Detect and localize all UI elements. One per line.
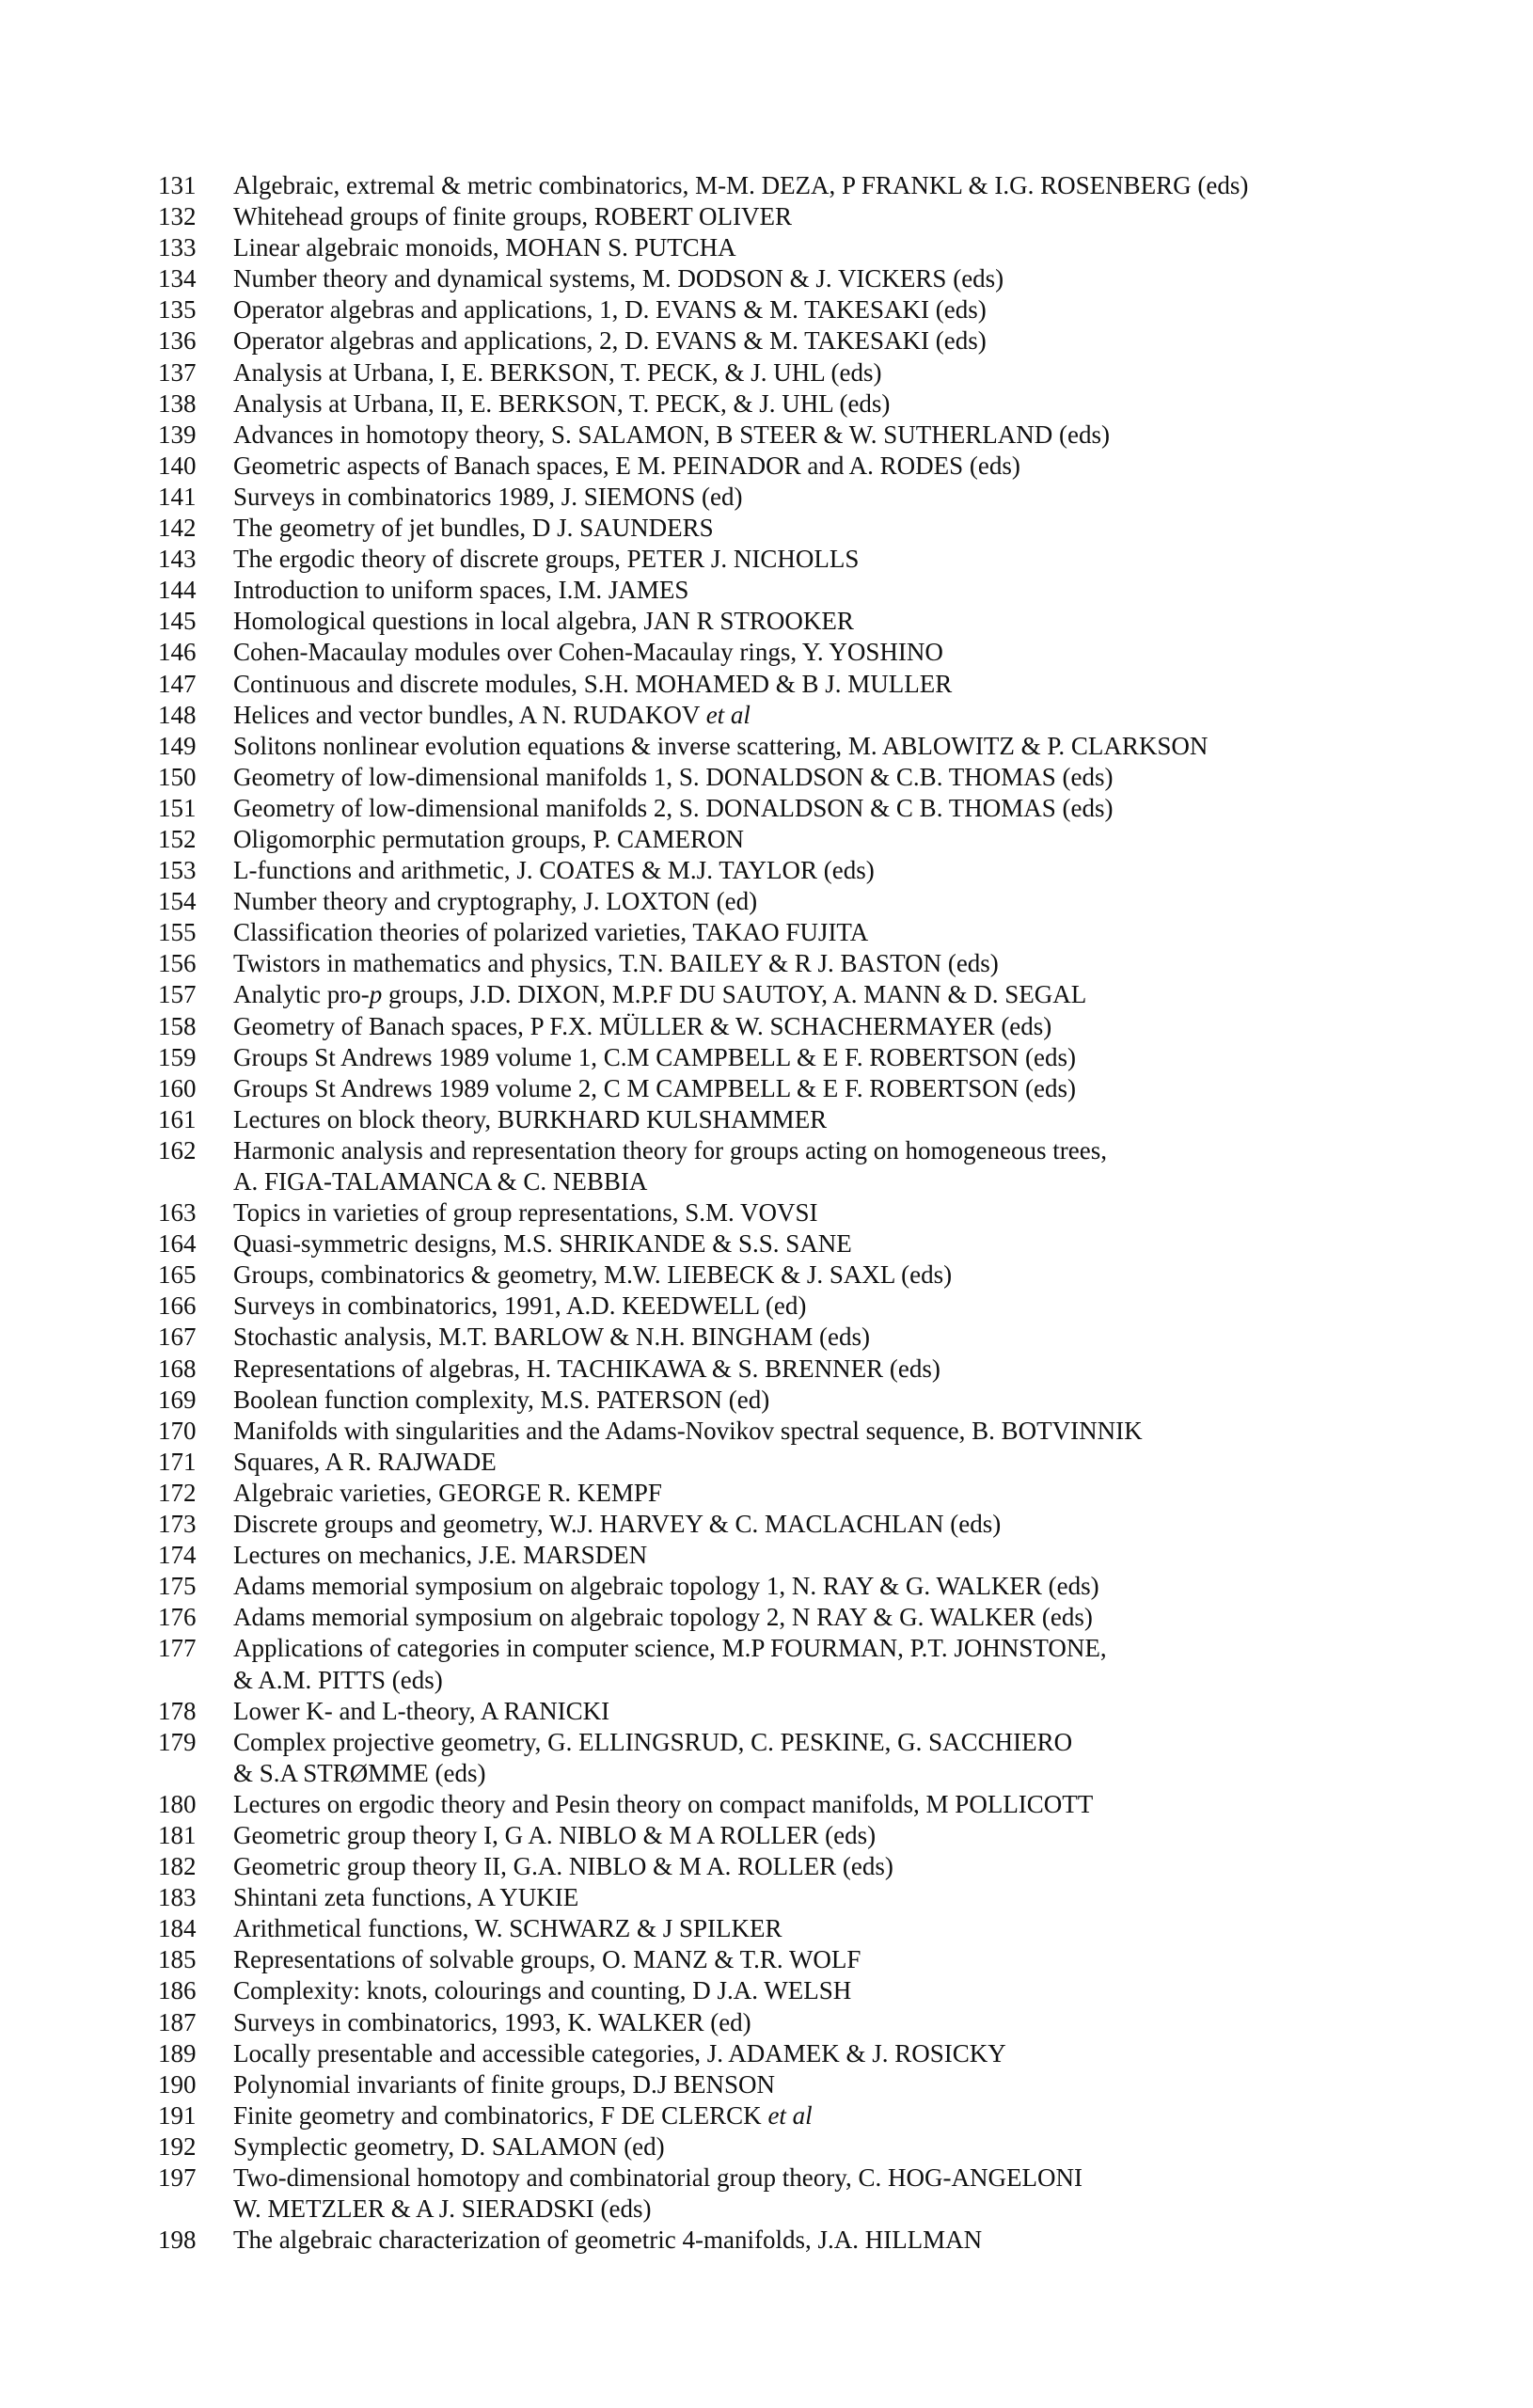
list-item — [158, 1571, 1399, 1602]
entry-text — [233, 979, 1399, 1010]
entry-text — [233, 2069, 1399, 2100]
entry-text — [233, 1291, 1399, 1322]
entry-line: Groups St Andrews 1989 volume 2, C M CAMPBELL & E F. ROBERTSON (eds) — [233, 1073, 1076, 1102]
entry-number: 131 — [158, 171, 197, 199]
entry-line: Geometry of Banach spaces, P F.X. MÜLLER & W. SCHACHERMAYER (eds) — [233, 1011, 1052, 1040]
entry-text — [233, 544, 1399, 575]
entry-number: 153 — [158, 856, 197, 885]
list-item — [158, 357, 1399, 388]
entry-line: Representations of solvable groups, O. MANZ & T.R. WOLF — [233, 1945, 861, 1974]
entry-line: Analysis at Urbana, I, E. BERKSON, T. PECK, & J. UHL (eds) — [233, 357, 882, 387]
entry-number: 155 — [158, 918, 197, 947]
entry-number: 183 — [158, 1883, 197, 1912]
entry-text — [233, 886, 1399, 917]
entry-number: 197 — [158, 2163, 197, 2192]
entry-line: L-functions and arithmetic, J. COATES & M.J. TAYLOR (eds) — [233, 856, 875, 885]
entry-number: 172 — [158, 1478, 197, 1507]
list-item — [158, 1322, 1399, 1353]
entry-number: 141 — [158, 482, 197, 511]
entry-line: Algebraic, extremal & metric combinatorics, M-M. DEZA, P FRANKL & I.G. ROSENBERG (eds) — [233, 171, 1249, 199]
entry-text — [233, 917, 1399, 948]
entry-line: The geometry of jet bundles, D J. SAUNDERS — [233, 514, 714, 543]
entry-text — [233, 1416, 1399, 1447]
entry-text — [233, 669, 1399, 700]
entry-text — [233, 1696, 1399, 1727]
entry-line: Representations of algebras, H. TACHIKAWA & S. BRENNER (eds) — [233, 1354, 940, 1383]
entry-text — [233, 1789, 1399, 1820]
entry-number: 186 — [158, 1976, 197, 2005]
entry-text — [233, 2007, 1399, 2038]
entry-text — [233, 1509, 1399, 1540]
entry-text — [233, 1633, 1399, 1695]
entry-text — [233, 1228, 1399, 1259]
entry-line: Geometric aspects of Banach spaces, E M. PEINADOR and A. RODES (eds) — [233, 451, 1020, 480]
entry-number: 158 — [158, 1011, 197, 1040]
list-item — [158, 1011, 1399, 1042]
entry-line: The ergodic theory of discrete groups, PETER J. NICHOLLS — [233, 545, 860, 574]
entry-line: Classification theories of polarized varieties, TAKAO FUJITA — [233, 918, 869, 947]
entry-line: Algebraic varieties, GEORGE R. KEMPF — [233, 1478, 662, 1507]
entry-number: 190 — [158, 2069, 197, 2099]
entry-text — [233, 513, 1399, 544]
entry-number: 140 — [158, 451, 197, 480]
entry-number: 160 — [158, 1073, 197, 1102]
entry-line: Surveys in combinatorics, 1993, K. WALKER (ed) — [233, 2007, 751, 2036]
entry-line: Squares, A R. RAJWADE — [233, 1447, 497, 1476]
list-item — [158, 2038, 1399, 2069]
entry-number: 134 — [158, 264, 197, 293]
entry-number: 165 — [158, 1260, 197, 1290]
entry-line: Quasi-symmetric designs, M.S. SHRIKANDE & S.S. SANE — [233, 1229, 852, 1259]
entry-text — [233, 170, 1399, 201]
entry-number: 185 — [158, 1945, 197, 1974]
entry-text — [233, 2100, 1399, 2131]
list-item — [158, 2007, 1399, 2038]
entry-line: Cohen-Macaulay modules over Cohen-Macaulay rings, Y. YOSHINO — [233, 638, 943, 667]
entry-text — [233, 2038, 1399, 2069]
entry-line: Discrete groups and geometry, W.J. HARVEY & C. MACLACHLAN (eds) — [233, 1510, 1002, 1539]
entry-line: Introduction to uniform spaces, I.M. JAMES — [233, 576, 689, 605]
list-item — [158, 606, 1399, 637]
entry-number: 163 — [158, 1198, 197, 1228]
list-item — [158, 1042, 1399, 1073]
entry-text — [233, 1104, 1399, 1135]
list-item — [158, 263, 1399, 294]
entry-number: 168 — [158, 1354, 197, 1383]
entry-text — [233, 294, 1399, 325]
entry-number: 138 — [158, 388, 197, 418]
entry-line: Linear algebraic monoids, MOHAN S. PUTCHA — [233, 233, 736, 262]
entry-number: 143 — [158, 545, 197, 574]
entry-line: Oligomorphic permutation groups, P. CAMERON — [233, 824, 744, 853]
entry-line: Geometry of low-dimensional manifolds 1, S. DONALDSON & C.B. THOMAS (eds) — [233, 762, 1114, 791]
entry-text — [233, 2162, 1399, 2225]
entry-line: Lectures on block theory, BURKHARD KULSHAMMER — [233, 1104, 828, 1133]
entry-line: Geometry of low-dimensional manifolds 2, S. DONALDSON & C B. THOMAS (eds) — [233, 793, 1114, 822]
entry-line: Analytic pro-p groups, J.D. DIXON, M.P.F DU SAUTOY, A. MANN & D. SEGAL — [233, 980, 1087, 1009]
entry-number: 198 — [158, 2226, 197, 2255]
list-item — [158, 388, 1399, 420]
entry-text — [233, 1011, 1399, 1042]
entry-number: 151 — [158, 793, 197, 822]
entry-text — [233, 482, 1399, 513]
entry-text — [233, 2225, 1399, 2256]
list-item — [158, 1696, 1399, 1727]
list-item — [158, 2225, 1399, 2256]
entry-line: Operator algebras and applications, 1, D. EVANS & M. TAKESAKI (eds) — [233, 295, 987, 325]
entry-number: 176 — [158, 1603, 197, 1632]
list-item — [158, 2069, 1399, 2100]
list-item — [158, 1633, 1399, 1695]
entry-text — [233, 1322, 1399, 1353]
entry-number: 187 — [158, 2007, 197, 2036]
entry-text — [233, 948, 1399, 979]
entry-text — [233, 1073, 1399, 1104]
entry-number: 174 — [158, 1541, 197, 1570]
list-item — [158, 1975, 1399, 2006]
entry-number: 166 — [158, 1291, 197, 1321]
list-item — [158, 201, 1399, 232]
entry-line: Helices and vector bundles, A N. RUDAKOV et al — [233, 700, 751, 729]
entry-text — [233, 1447, 1399, 1478]
entry-line: Geometric group theory II, G.A. NIBLO & M A. ROLLER (eds) — [233, 1852, 893, 1881]
entry-line: Solitons nonlinear evolution equations & inverse scattering, M. ABLOWITZ & P. CLARKSON — [233, 731, 1209, 760]
entry-text — [233, 325, 1399, 356]
list-item — [158, 513, 1399, 544]
entry-text — [233, 1975, 1399, 2006]
entry-line: Two-dimensional homotopy and combinatorial group theory, C. HOG-ANGELONI — [233, 2163, 1083, 2192]
list-item — [158, 1135, 1399, 1197]
list-item — [158, 1073, 1399, 1104]
entry-number: 152 — [158, 824, 197, 853]
list-item — [158, 451, 1399, 482]
entry-text — [233, 1540, 1399, 1571]
entry-line: Groups, combinatorics & geometry, M.W. LIEBECK & J. SAXL (eds) — [233, 1260, 953, 1290]
entry-number: 169 — [158, 1385, 197, 1414]
entry-number: 148 — [158, 700, 197, 729]
entry-text — [233, 575, 1399, 606]
entry-number: 145 — [158, 607, 197, 636]
entry-line: Lectures on mechanics, J.E. MARSDEN — [233, 1541, 648, 1570]
list-item — [158, 917, 1399, 948]
entry-line: Lectures on ergodic theory and Pesin theory on compact manifolds, M POLLICOTT — [233, 1789, 1094, 1818]
entry-text — [233, 1385, 1399, 1416]
entry-text — [233, 201, 1399, 232]
entry-number: 156 — [158, 949, 197, 978]
entry-text — [233, 793, 1399, 824]
list-item — [158, 1540, 1399, 1571]
entry-line: The algebraic characterization of geometric 4-manifolds, J.A. HILLMAN — [233, 2226, 983, 2255]
list-item — [158, 1602, 1399, 1633]
entry-number: 154 — [158, 887, 197, 916]
entry-text — [233, 1727, 1399, 1789]
list-item — [158, 1197, 1399, 1228]
list-item — [158, 2131, 1399, 2162]
entry-text — [233, 1602, 1399, 1633]
entry-line: Operator algebras and applications, 2, D. EVANS & M. TAKESAKI (eds) — [233, 326, 987, 356]
entry-line: Adams memorial symposium on algebraic topology 1, N. RAY & G. WALKER (eds) — [233, 1572, 1099, 1601]
list-item — [158, 1416, 1399, 1447]
entry-text — [233, 2131, 1399, 2162]
entry-line: Finite geometry and combinatorics, F DE CLERCK et al — [233, 2100, 813, 2130]
list-item — [158, 1447, 1399, 1478]
list-item — [158, 2100, 1399, 2131]
list-item — [158, 1851, 1399, 1882]
entry-number: 142 — [158, 514, 197, 543]
entry-number: 135 — [158, 295, 197, 325]
entry-text — [233, 1042, 1399, 1073]
list-item — [158, 232, 1399, 263]
entry-line: Number theory and dynamical systems, M. DODSON & J. VICKERS (eds) — [233, 264, 1004, 293]
entry-number: 178 — [158, 1696, 197, 1725]
entry-number: 170 — [158, 1416, 197, 1445]
series-list — [158, 170, 1399, 2256]
entry-number: 181 — [158, 1820, 197, 1849]
entry-line: Continuous and discrete modules, S.H. MOHAMED & B J. MULLER — [233, 669, 953, 698]
list-item — [158, 1478, 1399, 1509]
list-item — [158, 420, 1399, 451]
entry-number: 180 — [158, 1789, 197, 1818]
entry-text — [233, 1478, 1399, 1509]
list-item — [158, 731, 1399, 762]
entry-number: 144 — [158, 576, 197, 605]
entry-number: 177 — [158, 1634, 197, 1663]
entry-text — [233, 1571, 1399, 1602]
list-item — [158, 700, 1399, 731]
entry-text — [233, 1882, 1399, 1913]
list-item — [158, 793, 1399, 824]
list-item — [158, 1820, 1399, 1851]
list-item — [158, 482, 1399, 513]
entry-text — [233, 1913, 1399, 1944]
entry-number: 192 — [158, 2131, 197, 2161]
entry-line: & A.M. PITTS (eds) — [233, 1665, 443, 1694]
list-item — [158, 979, 1399, 1010]
list-item — [158, 170, 1399, 201]
entry-line: Boolean function complexity, M.S. PATERSON (ed) — [233, 1385, 770, 1414]
entry-text — [233, 1354, 1399, 1385]
list-item — [158, 1385, 1399, 1416]
list-item — [158, 325, 1399, 356]
entry-line: Analysis at Urbana, II, E. BERKSON, T. PECK, & J. UHL (eds) — [233, 388, 891, 418]
list-item — [158, 2162, 1399, 2225]
entry-line: Homological questions in local algebra, JAN R STROOKER — [233, 607, 854, 636]
entry-number: 179 — [158, 1727, 197, 1756]
entry-number: 132 — [158, 202, 197, 231]
entry-line: Locally presentable and accessible categories, J. ADAMEK & J. ROSICKY — [233, 2038, 1006, 2067]
entry-number: 137 — [158, 357, 197, 387]
entry-text — [233, 1851, 1399, 1882]
list-item — [158, 762, 1399, 793]
list-item — [158, 294, 1399, 325]
entry-number: 184 — [158, 1914, 197, 1943]
entry-line: Number theory and cryptography, J. LOXTON (ed) — [233, 887, 758, 916]
list-item — [158, 1104, 1399, 1135]
entry-text — [233, 700, 1399, 731]
list-item — [158, 1228, 1399, 1259]
entry-number: 167 — [158, 1323, 197, 1352]
entry-line: Surveys in combinatorics, 1991, A.D. KEEDWELL (ed) — [233, 1291, 807, 1321]
entry-line: Manifolds with singularities and the Adams-Novikov spectral sequence, B. BOTVINNIK — [233, 1416, 1143, 1445]
entry-text — [233, 731, 1399, 762]
entry-text — [233, 762, 1399, 793]
entry-number: 171 — [158, 1447, 197, 1476]
entry-line: Applications of categories in computer science, M.P FOURMAN, P.T. JOHNSTONE, — [233, 1634, 1107, 1663]
entry-line: Symplectic geometry, D. SALAMON (ed) — [233, 2131, 665, 2161]
entry-number: 139 — [158, 420, 197, 449]
entry-number: 147 — [158, 669, 197, 698]
list-item — [158, 1291, 1399, 1322]
entry-line: Adams memorial symposium on algebraic topology 2, N RAY & G. WALKER (eds) — [233, 1603, 1093, 1632]
entry-text — [233, 637, 1399, 668]
entry-number: 173 — [158, 1510, 197, 1539]
entry-text — [233, 855, 1399, 886]
entry-text — [233, 824, 1399, 855]
entry-line: Advances in homotopy theory, S. SALAMON, B STEER & W. SUTHERLAND (eds) — [233, 420, 1110, 449]
list-item — [158, 1354, 1399, 1385]
list-item — [158, 1789, 1399, 1820]
entry-text — [233, 263, 1399, 294]
entry-line: Geometric group theory I, G A. NIBLO & M A ROLLER (eds) — [233, 1820, 877, 1849]
entry-text — [233, 451, 1399, 482]
entry-line: Complexity: knots, colourings and counting, D J.A. WELSH — [233, 1976, 852, 2005]
list-item — [158, 1913, 1399, 1944]
entry-line: Surveys in combinatorics 1989, J. SIEMONS (ed) — [233, 482, 743, 511]
entry-text — [233, 388, 1399, 420]
entry-text — [233, 232, 1399, 263]
entry-number: 189 — [158, 2038, 197, 2067]
entry-number: 159 — [158, 1042, 197, 1071]
list-item — [158, 1944, 1399, 1975]
entry-line: Complex projective geometry, G. ELLINGSRUD, C. PESKINE, G. SACCHIERO — [233, 1727, 1073, 1756]
entry-line: Lower K- and L-theory, A RANICKI — [233, 1696, 610, 1725]
list-item — [158, 886, 1399, 917]
entry-text — [233, 1820, 1399, 1851]
entry-line: Topics in varieties of group representations, S.M. VOVSI — [233, 1198, 818, 1228]
entry-number: 157 — [158, 980, 197, 1009]
list-item — [158, 855, 1399, 886]
entry-number: 149 — [158, 731, 197, 760]
entry-line: & S.A STRØMME (eds) — [233, 1758, 486, 1787]
entry-line: Shintani zeta functions, A YUKIE — [233, 1883, 579, 1912]
entry-line: W. METZLER & A J. SIERADSKI (eds) — [233, 2194, 652, 2224]
list-item — [158, 1882, 1399, 1913]
entry-text — [233, 1197, 1399, 1228]
entry-line: Stochastic analysis, M.T. BARLOW & N.H. BINGHAM (eds) — [233, 1323, 870, 1352]
list-item — [158, 669, 1399, 700]
entry-text — [233, 1944, 1399, 1975]
list-item — [158, 1509, 1399, 1540]
entry-text — [233, 357, 1399, 388]
entry-number: 164 — [158, 1229, 197, 1259]
list-item — [158, 1259, 1399, 1291]
entry-number: 175 — [158, 1572, 197, 1601]
entry-line: A. FIGA-TALAMANCA & C. NEBBIA — [233, 1167, 648, 1196]
entry-text — [233, 606, 1399, 637]
entry-number: 136 — [158, 326, 197, 356]
list-item — [158, 948, 1399, 979]
entry-number: 182 — [158, 1852, 197, 1881]
entry-text — [233, 1259, 1399, 1291]
entry-line: Polynomial invariants of finite groups, D.J BENSON — [233, 2069, 775, 2099]
list-item — [158, 824, 1399, 855]
entry-number: 162 — [158, 1135, 197, 1164]
entry-number: 150 — [158, 762, 197, 791]
entry-number: 146 — [158, 638, 197, 667]
entry-line: Harmonic analysis and representation theory for groups acting on homogeneous trees, — [233, 1135, 1107, 1164]
entry-line: Whitehead groups of finite groups, ROBERT OLIVER — [233, 202, 793, 231]
list-item — [158, 575, 1399, 606]
entry-number: 191 — [158, 2100, 197, 2130]
entry-line: Arithmetical functions, W. SCHWARZ & J SPILKER — [233, 1914, 782, 1943]
entry-text — [233, 420, 1399, 451]
entry-number: 161 — [158, 1104, 197, 1133]
list-item — [158, 544, 1399, 575]
entry-number: 133 — [158, 233, 197, 262]
list-item — [158, 637, 1399, 668]
entry-text — [233, 1135, 1399, 1197]
list-item — [158, 1727, 1399, 1789]
entry-line: Groups St Andrews 1989 volume 1, C.M CAMPBELL & E F. ROBERTSON (eds) — [233, 1042, 1076, 1071]
entry-line: Twistors in mathematics and physics, T.N. BAILEY & R J. BASTON (eds) — [233, 949, 999, 978]
